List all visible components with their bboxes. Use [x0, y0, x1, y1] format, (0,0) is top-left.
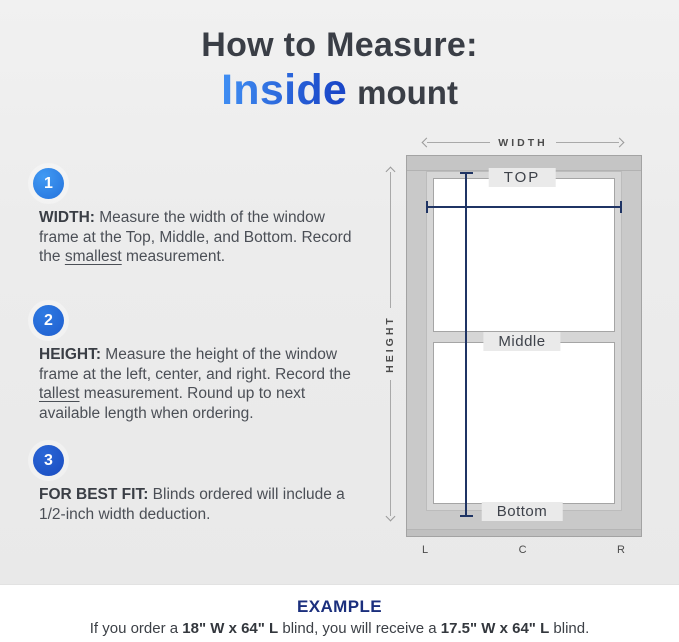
label-middle: Middle	[483, 332, 560, 351]
height-arrow	[382, 168, 398, 520]
window-pane-upper	[433, 178, 615, 332]
height-arrow-line	[390, 172, 391, 308]
example-text-pre: If you order a	[89, 620, 183, 637]
step-1	[32, 168, 368, 267]
window-pane-lower	[433, 342, 615, 504]
page-title	[0, 26, 679, 115]
title-line2	[0, 66, 679, 115]
label-right: R	[617, 544, 626, 556]
step-1-underlined-word: smallest	[64, 248, 122, 265]
step-2-text	[32, 345, 368, 423]
arrow-left-icon	[422, 138, 432, 148]
step-2-number-badge: 2	[33, 305, 64, 336]
window-diagram	[376, 130, 668, 576]
step-3-lead: FOR BEST FIT:	[39, 486, 149, 503]
step-3	[32, 445, 368, 524]
title-suffix: mount	[357, 74, 458, 111]
label-top: TOP	[489, 168, 556, 187]
height-measure-line	[465, 172, 467, 517]
height-arrow-line	[390, 380, 391, 516]
step-3-text	[32, 485, 368, 524]
height-label: HEIGHT	[384, 315, 396, 373]
step-1-body-end: measurement.	[121, 248, 226, 265]
window-sill	[407, 529, 641, 536]
step-2	[32, 305, 368, 423]
title-highlight: Inside	[221, 66, 348, 114]
label-left: L	[422, 544, 430, 556]
example-text-mid: blind, you will receive a	[278, 620, 441, 637]
arrow-right-icon	[615, 138, 625, 148]
height-label-wrap	[382, 308, 398, 380]
arrow-down-icon	[385, 512, 395, 522]
width-arrow-line	[556, 142, 619, 143]
step-1-number-badge: 1	[33, 168, 64, 199]
label-bottom: Bottom	[482, 502, 563, 521]
example-text	[0, 620, 679, 637]
step-2-lead: HEIGHT:	[39, 346, 101, 363]
width-measure-line	[426, 206, 622, 208]
step-1-body: Measure the width of the window frame at the Top, Middle, and Bottom. Record the	[39, 209, 352, 265]
step-2-underlined-word: tallest	[39, 385, 80, 402]
arrow-up-icon	[385, 167, 395, 177]
step-1-lead: WIDTH:	[39, 209, 95, 226]
example-text-post: blind.	[549, 620, 590, 637]
left-center-right-labels	[406, 544, 642, 556]
example-heading: EXAMPLE	[297, 597, 382, 616]
step-1-text	[32, 208, 368, 267]
width-label: WIDTH	[498, 136, 548, 149]
step-3-number-badge: 3	[33, 445, 64, 476]
example-section	[0, 584, 679, 642]
example-bold-2: 17.5" W x 64" L	[440, 620, 550, 637]
width-arrow	[423, 136, 623, 149]
label-center: C	[518, 544, 528, 556]
example-bold-1: 18" W x 64" L	[182, 620, 279, 637]
step-2-body-end: measurement. Round up to next available length when ordering.	[39, 385, 306, 422]
title-line1: How to Measure:	[201, 26, 478, 64]
width-arrow-line	[427, 142, 490, 143]
step-2-body: Measure the height of the window frame at the left, center, and right. Record the	[39, 346, 351, 383]
step-3-body: Blinds ordered will include a 1/2-inch width deduction.	[39, 486, 345, 523]
